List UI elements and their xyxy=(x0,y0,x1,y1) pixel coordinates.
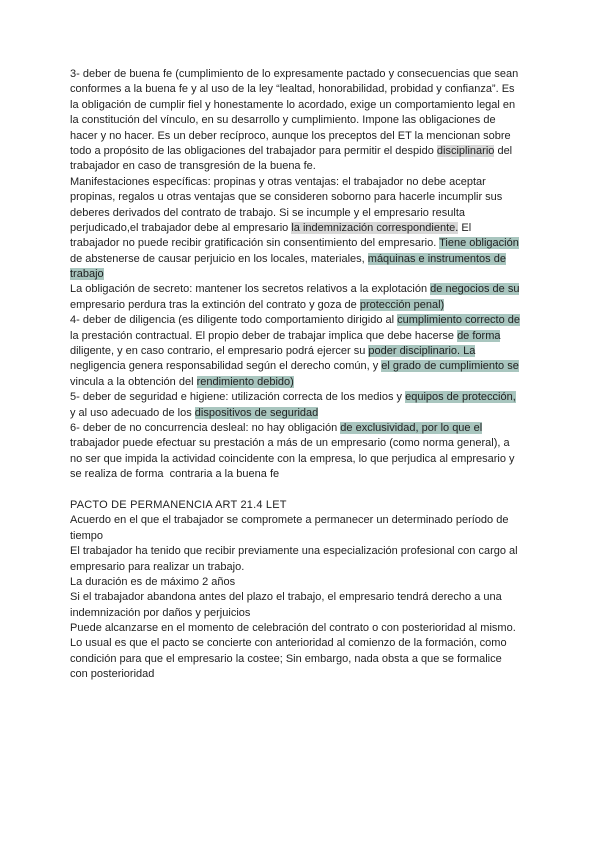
text-segment: de abstenerse de causar perjuicio en los locales, materiales, xyxy=(70,252,368,265)
text-line xyxy=(70,544,560,559)
text-line xyxy=(70,667,560,682)
text-segment: El trabajador ha tenido que recibir previamente una especialización profesional con cargo al xyxy=(70,545,518,558)
text-line xyxy=(70,344,560,359)
text-segment: diligente, y en caso contrario, el empresario podrá ejercer su xyxy=(70,345,369,358)
highlighted-text: dispositivos de seguridad xyxy=(194,406,319,419)
text-segment: Puede alcanzarse en el momento de celebración del contrato o con posterioridad al mismo. xyxy=(70,622,516,635)
text-segment: indemnización por daños y perjuicios xyxy=(70,606,251,619)
text-segment: hacer y no hacer. Es un deber recíproco, aunque los preceptos del ET la mencionan sobre xyxy=(70,129,511,142)
text-line xyxy=(70,82,560,97)
text-segment: la constitución del vínculo, en su desarrollo y cumplimiento. Impone las obligaciones de xyxy=(70,114,496,127)
text-line xyxy=(70,98,560,113)
text-segment: trabajador no puede recibir gratificación sin consentimiento del empresario. xyxy=(70,237,440,250)
text-segment: conformes a la buena fe y al uso de la ley “lealtad, honorabilidad, probidad y confianza”. Es xyxy=(70,83,515,96)
text-line xyxy=(70,390,560,405)
text-segment: Manifestaciones específicas: propinas y otras ventajas: el trabajador no debe aceptar xyxy=(70,175,486,188)
text-segment: Lo usual es que el pacto se concierte con anterioridad al comienzo de la formación, como xyxy=(70,637,507,650)
text-line xyxy=(70,375,560,390)
highlighted-text: máquinas e instrumentos de xyxy=(367,252,506,265)
text-segment: no ser que impida la actividad coincidente con la empresa, lo que perjudica al empresario y xyxy=(70,452,515,465)
text-segment: empresario perdura tras la extinción del contrato y goza de xyxy=(70,298,360,311)
text-line xyxy=(70,590,560,605)
text-segment: la prestación contractual. El propio deber de trabajar implica que debe hacerse xyxy=(70,329,458,342)
text-line xyxy=(70,67,560,82)
text-line xyxy=(70,636,560,651)
text-line xyxy=(70,206,560,221)
highlighted-text: equipos de protección, xyxy=(405,391,516,404)
text-segment: tiempo xyxy=(70,529,104,542)
text-line xyxy=(70,267,560,282)
text-line xyxy=(70,190,560,205)
text-segment: trabajador puede efectuar su prestación a más de un empresario (como norma general), a xyxy=(70,437,510,450)
text-line xyxy=(70,421,560,436)
text-line xyxy=(70,513,560,528)
text-segment: todo a propósito de las obligaciones del trabajador para permitir el despido xyxy=(70,144,437,157)
text-segment: empresario para realizar un trabajo. xyxy=(70,560,245,573)
text-segment: La duración es de máximo 2 años xyxy=(70,575,236,588)
highlighted-text: el grado de cumplimiento se xyxy=(381,360,519,373)
text-line xyxy=(70,452,560,467)
text-line xyxy=(70,560,560,575)
text-line xyxy=(70,129,560,144)
text-segment: Acuerdo en el que el trabajador se compromete a permanecer un determinado período de xyxy=(70,514,509,527)
highlighted-text: disciplinario xyxy=(436,144,495,157)
text-segment: con posterioridad xyxy=(70,668,155,681)
text-line xyxy=(70,621,560,636)
text-segment: 6- deber de no concurrencia desleal: no hay obligación xyxy=(70,421,341,434)
text-line xyxy=(70,406,560,421)
highlighted-text: protección penal) xyxy=(359,298,445,311)
highlighted-text: la indemnización correspondiente. xyxy=(291,221,459,234)
text-segment: propinas, regalos u otras ventajas que se consideren soborno para hacerle incumplir sus xyxy=(70,191,503,204)
text-line xyxy=(70,221,560,236)
text-line xyxy=(70,529,560,544)
text-line xyxy=(70,144,560,159)
text-segment: vincula a la obtención del xyxy=(70,375,197,388)
text-segment: y al uso adecuado de los xyxy=(70,406,195,419)
text-segment: perjudicado,el trabajador debe al empresario xyxy=(70,221,292,234)
highlighted-text: poder disciplinario. La xyxy=(368,345,476,358)
document-text xyxy=(70,67,560,683)
text-segment: se realiza de forma contraria a la buena fe xyxy=(70,468,280,481)
text-segment: condición para que el empresario la costee; Sin embargo, nada obsta a que se formalice xyxy=(70,652,502,665)
text-line xyxy=(70,313,560,328)
highlighted-text: Tiene obligación xyxy=(439,237,519,250)
text-segment: 5- deber de seguridad e higiene: utilización correcta de los medios y xyxy=(70,391,406,404)
text-line xyxy=(70,575,560,590)
text-segment: negligencia genera responsabilidad según el derecho común, y xyxy=(70,360,382,373)
text-line xyxy=(70,652,560,667)
text-line xyxy=(70,113,560,128)
text-line xyxy=(70,236,560,251)
text-segment: trabajador en caso de transgresión de la buena fe. xyxy=(70,160,316,173)
pacto-heading: PACTO DE PERMANENCIA ART 21.4 LET xyxy=(70,498,287,511)
text-line xyxy=(70,175,560,190)
highlighted-text: de exclusividad, por lo que el xyxy=(340,421,483,434)
text-line xyxy=(70,467,560,482)
text-line xyxy=(70,298,560,313)
blank-line xyxy=(70,483,560,498)
text-segment: 4- deber de diligencia (es diligente todo comportamiento dirigido al xyxy=(70,314,398,327)
text-line xyxy=(70,159,560,174)
text-segment: La obligación de secreto: mantener los secretos relativos a la explotación xyxy=(70,283,431,296)
text-segment: del xyxy=(494,144,513,157)
highlighted-text: rendimiento debido) xyxy=(196,375,294,388)
highlighted-text: cumplimiento correcto de xyxy=(397,314,521,327)
highlighted-text: de forma xyxy=(457,329,501,342)
text-line xyxy=(70,359,560,374)
text-segment: Si el trabajador abandona antes del plazo el trabajo, el empresario tendrá derecho a una xyxy=(70,591,502,604)
text-line xyxy=(70,252,560,267)
text-line xyxy=(70,282,560,297)
deberes-section xyxy=(70,67,560,483)
pacto-section xyxy=(70,513,560,682)
text-segment: deberes derivados del contrato de trabajo. Si se incumple y el empresario resulta xyxy=(70,206,465,219)
text-segment: 3- deber de buena fe (cumplimiento de lo expresamente pactado y consecuencias que sean xyxy=(70,68,519,80)
text-line xyxy=(70,329,560,344)
text-segment: El xyxy=(458,221,472,234)
highlighted-text: trabajo xyxy=(70,268,104,281)
text-line xyxy=(70,436,560,451)
text-segment: la obligación de cumplir fiel y honestamente lo acordado, exige un comportamiento legal en xyxy=(70,98,516,111)
highlighted-text: de negocios de su xyxy=(430,283,520,296)
text-line xyxy=(70,606,560,621)
